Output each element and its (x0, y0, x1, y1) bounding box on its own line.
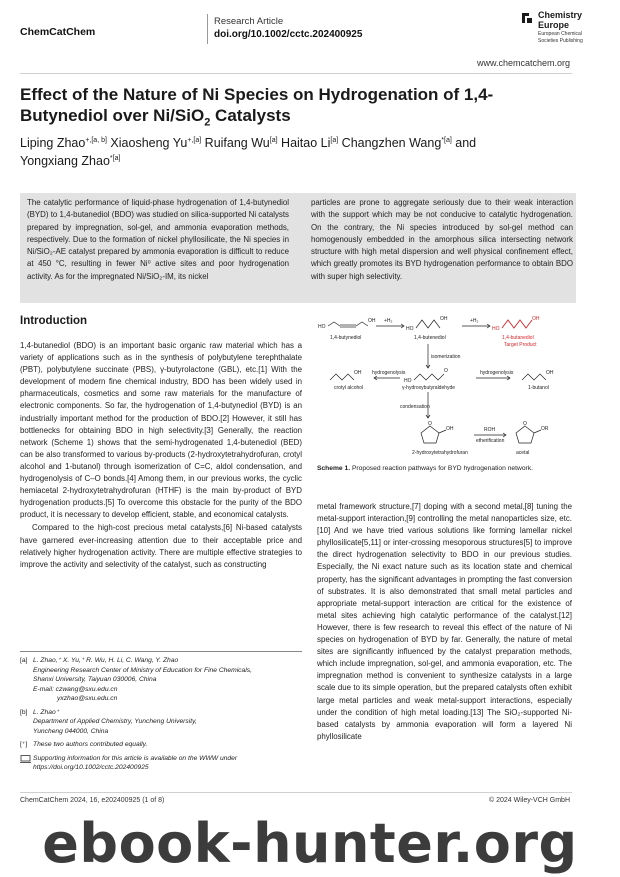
title-line2-start: Butynediol over Ni/SiO (20, 106, 205, 125)
publisher-subtitle-line2: Societies Publishing (538, 38, 583, 44)
bed-structure (416, 320, 440, 328)
etherification-label: etherification (476, 438, 505, 444)
bdo-ho-label: HO (492, 326, 500, 332)
bed-label: 1,4-butenediol (414, 335, 446, 341)
bed-ho-label: HO (406, 326, 414, 332)
bdo-label: 1,4-butanediol (502, 335, 534, 341)
h2-label-1: +H₂ (384, 318, 393, 324)
footnote-supporting-info (20, 754, 302, 773)
byd-structure (328, 322, 340, 326)
acetal-or-bond (534, 430, 541, 433)
bdo-oh-label: OH (532, 316, 540, 322)
author-name[interactable]: Xiaosheng Yu (110, 136, 188, 150)
author-name[interactable]: Haitao Li (281, 136, 331, 150)
hthf-oh-label: OH (446, 426, 454, 432)
author-affiliation: [a] (269, 136, 278, 144)
abstract-box (20, 193, 576, 303)
header-divider (207, 14, 208, 44)
bed-oh-label: OH (440, 316, 448, 322)
publisher-name-line1: Chemistry (538, 10, 583, 20)
publisher-subtitle-line1: European Chemical (538, 31, 582, 37)
acetal-or-label: OR (541, 426, 549, 432)
hydrogenolysis-label-1: hydrogenolysis (372, 370, 406, 376)
butanol-structure (522, 374, 546, 380)
scheme-caption-text: Proposed reaction pathways for BYD hydrogenation network. (350, 465, 533, 472)
crotyl-label: crotyl alcohol (334, 385, 364, 391)
roh-label: ROH (484, 427, 496, 433)
footer-copyright: © 2024 Wiley-VCH GmbH (488, 797, 570, 804)
publisher-name-line2: Europe (538, 20, 570, 30)
journal-url[interactable]: www.chemcatchem.org (476, 58, 570, 68)
crotyl-structure (330, 374, 354, 380)
byd-structure (356, 322, 368, 326)
publisher-logo[interactable] (520, 8, 610, 50)
article-type: Research Article (214, 16, 284, 27)
author-name[interactable]: Yongxiang Zhao (20, 154, 110, 168)
reaction-scheme-figure (316, 308, 578, 458)
byd-ho-label: HO (318, 324, 326, 330)
footer-citation: ChemCatChem 2024, 16, e202400925 (1 of 8) (20, 797, 165, 804)
footnote-a-line: Engineering Research Center of Ministry of Education for Fine Chemicals, (33, 666, 252, 674)
footnote-b-mark: [b] (20, 708, 28, 716)
footnote-a-email[interactable]: yxzhao@sxu.edu.cn (57, 695, 118, 702)
hthf-ring (421, 426, 439, 443)
title-line1: Effect of the Nature of Ni Species on Hydrogenation of 1,4- (20, 85, 494, 104)
footnote-b-line: Yuncheng 044000, China (33, 727, 109, 735)
footnote-a-line: Shanxi University, Taiyuan 030006, China (33, 676, 157, 683)
footnote-a-mark: [a] (20, 657, 28, 664)
hthf-oh-bond (439, 430, 446, 433)
aldehyde-structure (414, 374, 444, 380)
footnote-b (20, 708, 302, 737)
crotyl-oh-label: OH (354, 370, 362, 376)
footnote-si-text[interactable]: Supporting information for this article is available on the WWW under https://doi.org/10.1002/cctc.202400925 (33, 754, 238, 771)
footnote-a-email[interactable]: E-mail: czwang@sxu.edu.cn (33, 685, 118, 693)
introduction-heading: Introduction (20, 315, 88, 327)
aldehyde-ho-label: HO (404, 378, 412, 384)
bdo-structure (502, 320, 532, 328)
aldehyde-o-label: O (444, 368, 448, 374)
author-affiliation: +,[a, b] (85, 136, 107, 144)
footnote-b-line: Department of Applied Chemistry, Yuncheng University, (33, 718, 197, 725)
butanol-oh-label: OH (546, 370, 554, 376)
abstract-left-column: The catalytic performance of liquid-phase hydrogenation of 1,4-butynediol (BYD) to 1,4-butanediol (BDO) was studied on silica-supported Ni catalysts prepared by impregnation, sol-gel, and ammonia evaporation methods, respectively. Due to the formation of nickel phyllosilicate, the Ni species in Ni/SiO₂-AE catalyst prepared by ammonia evaporation is difficult to reduce at 450 °C, resulting in fewer Ni⁰ active sites and poor hydrogenation activity. As for the impregnated Ni/SiO₂-IM, its nickel (27, 198, 289, 281)
author-name[interactable]: Ruifang Wu (204, 136, 270, 150)
footnote-a-line: L. Zhao,⁺ X. Yu,⁺ R. Wu, H. Li, C. Wang, Y. Zhao (33, 657, 179, 664)
header-rule (20, 73, 572, 74)
footnote-a (20, 656, 302, 704)
hthf-label: 2-hydroxytetrahydrofuran (412, 450, 468, 456)
footnote-rule (20, 651, 302, 652)
title-line2-end: Catalysts (210, 106, 291, 125)
chemistry-europe-logo-icon (520, 11, 534, 25)
scheme-caption (317, 465, 533, 472)
target-product-label: Target Product (504, 342, 537, 348)
title-subscript: 2 (204, 116, 211, 129)
journal-name: ChemCatChem (20, 26, 96, 38)
body-left-column (20, 340, 302, 572)
hydrogenolysis-label-2: hydrogenolysis (480, 370, 514, 376)
author-name[interactable]: Changzhen Wang (341, 136, 442, 150)
condensation-label: condensation (400, 404, 430, 410)
isomerization-label: isomerization (431, 354, 461, 360)
footnote-b-line: L. Zhao⁺ (33, 708, 60, 716)
body-right-column (317, 501, 572, 744)
butanol-label: 1-butanol (528, 385, 549, 391)
abstract-right-column: particles are prone to aggregate seriously due to their weak interaction with the support which may be not conducive to catalytic hydrogenation. On the contrary, the Ni species introduced by sol-gel method can homogenously embedded in the amorphous silica intersecting network structure with high metal dispersion and well physical confinement effect, which greatly promotes its BYD hydrogenation performance to obtain BDO with super high selectivity. (311, 198, 573, 281)
watermark-text: ebook-hunter.org (42, 812, 578, 875)
author-affiliation: *[a] (441, 136, 452, 144)
footer-rule (20, 792, 572, 793)
monitor-icon (20, 755, 31, 763)
byd-oh-label: OH (368, 318, 376, 324)
author-affiliation: *[a] (109, 154, 121, 162)
intro-paragraph-3: metal framework structure,[7] doping with a second metal,[8] tuning the metal-support interaction,[9] controlling the metal nanoparticles size, etc.[10] And we have tried various solutions like forming lamellar nickel phyllosilicate[5,11] or inter-crossing mesoporous structures[5] to improve the direct hydrogenation selectivity to BDO in our previous studies. Especially, the Ni exact nature such as its location state and chemical property, has the significant advantages in prompting the fast conversion of substrates. It is also demonstrated that small metal particles and appropriate metal-support interaction are critical for the existence of metal sites achieving high catalytic performance of the catalyst.[12] However, there is few research to reveal this effect of the nature of Ni species on hydrogenation of BYD by far. Generally, the nature of metal sites are significantly influenced by the catalyst preparation methods, which include impregnation, sol-gel, and ammonia evaporation, etc. The impregnation method is convenient to synthesize catalysts in a large scale due to its simple operation, but the prepared catalysts often exhibit large metal particles and weak metal-support interactions, especially under the condition of high metal loading.[13] The SiO₂-supported Ni-based catalysts by ammonia evaporation will form a layered Ni phyllosilicate (317, 502, 572, 741)
aldehyde-label: γ-hydroxybutyraldehyde (402, 385, 456, 391)
intro-paragraph-2: Compared to the high-cost precious metal catalysts,[6] Ni-based catalysts have garnered ever-increasing attention due to their acceptable price and relatively higher hydrogenation activity. There are multiple effective strategies to improve the activity and selectivity of the catalyst, such as constructing (20, 523, 302, 569)
doi-link[interactable]: doi.org/10.1002/cctc.202400925 (214, 29, 363, 40)
scheme-caption-label: Scheme 1. (317, 465, 351, 472)
footnote-plus-mark: [⁺] (20, 741, 28, 748)
footnote-equal-contribution (20, 740, 302, 750)
acetal-o-label: O (523, 421, 527, 427)
footnotes (20, 656, 302, 777)
acetal-ring (516, 426, 534, 443)
article-title (20, 84, 580, 129)
author-affiliation: [a] (330, 136, 339, 144)
intro-paragraph-1: 1,4-butanediol (BDO) is an important basic organic raw material which has a variety of applications such as in the synthesis of polybutylene terephthalate (PBT), polybutylene succinate (PBS), γ-butyrolactone (GBL), etc.[1] With the development of modern fine chemical industry, BDO has been widely used in pharmaceuticals, cosmetics and some raw materials for the manufacture of electronic components. So far, the hydrogenation of 1,4-butynediol (BYD) is an industrially important method for the production of BDO.[2] However, it still has bottlenecks for obtaining BDO in high selectivity.[3] Generally, the reaction network (Scheme 1) shows that the semi-hydrogenated 1,4-butenediol (BED) can be also transformed to various by-products (2-hydroxytetrahydrofuran, crotyl alcohol and 1-butanol) through isomerization of C=C, aldol condensation, and hydrogenolysis of C–O bonds.[4] Among them, in our previous works, the cyclic hemiacetal 2-hydroxytetrahydrofuran (HTHF) is the main by-product of BYD hydrogenation products.[5] To overcome this obstacle for the purity of the BDO product, it is necessary to develop efficient, stable, and economical catalysts. (20, 341, 302, 520)
h2-label-2: +H₂ (470, 318, 479, 324)
authors-and: and (455, 136, 477, 150)
author-name[interactable]: Liping Zhao (20, 136, 86, 150)
author-affiliation: +,[a] (187, 136, 202, 144)
footnote-plus-text: These two authors contributed equally. (33, 741, 148, 748)
byd-label: 1,4-butynediol (330, 335, 362, 341)
acetal-label: acetal (516, 450, 530, 456)
hthf-o-label: O (428, 421, 432, 427)
watermark (0, 812, 620, 877)
author-list (20, 134, 580, 170)
